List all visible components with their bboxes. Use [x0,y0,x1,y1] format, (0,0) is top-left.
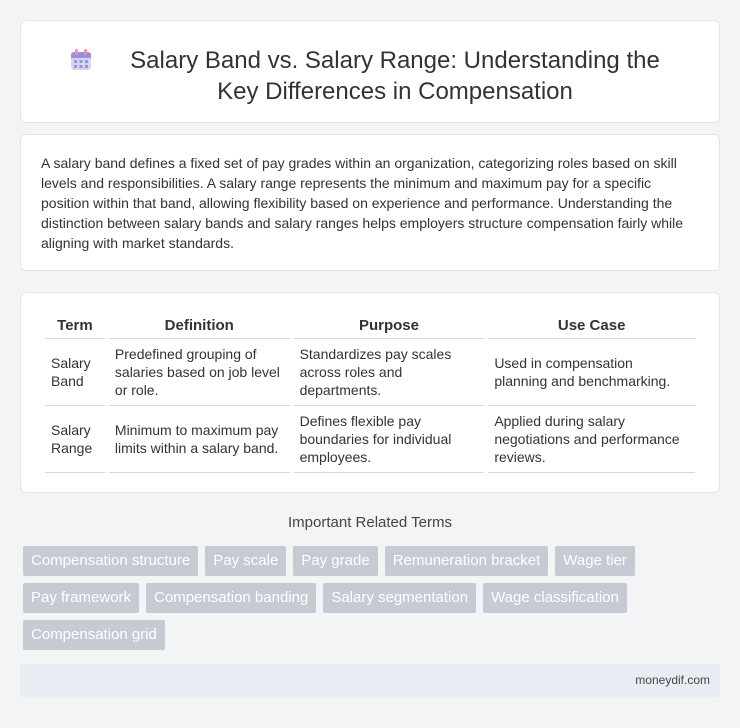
cell-definition: Minimum to maximum pay limits within a salary band. [109,406,290,473]
footer-site-link[interactable]: moneydif.com [635,673,710,687]
comparison-table [41,315,699,473]
related-terms-list [23,546,703,650]
cell-use-case: Used in compensation planning and benchmarking. [488,339,695,406]
table-header-row [45,315,695,339]
header-definition: Definition [109,315,290,339]
header-term: Term [45,315,105,339]
tag-compensation-grid[interactable]: Compensation grid [23,620,165,650]
tag-wage-classification[interactable]: Wage classification [483,583,627,613]
intro-paragraph: A salary band defines a fixed set of pay grades within an organization, categorizing roles based on skill levels and responsibilities. A salary range represents the minimum and maximum pay for a specific position within that band, allowing flexibility based on experience and performance. Understanding the distinction between salary bands and salary ranges helps employers structure compensation fairly while aligning with market standards. [41,155,683,251]
tag-remuneration-bracket[interactable]: Remuneration bracket [385,546,549,576]
cell-term: Salary Band [45,339,105,406]
header-purpose: Purpose [294,315,485,339]
intro-card [20,134,720,271]
cell-definition: Predefined grouping of salaries based on job level or role. [109,339,290,406]
tag-pay-scale[interactable]: Pay scale [205,546,286,576]
cell-purpose: Defines flexible pay boundaries for individual employees. [294,406,485,473]
table-row [45,406,695,473]
page-title: Salary Band vs. Salary Range: Understanding the Key Differences in Compensation [130,47,660,105]
tag-pay-framework[interactable]: Pay framework [23,583,139,613]
cell-purpose: Standardizes pay scales across roles and departments. [294,339,485,406]
tag-wage-tier[interactable]: Wage tier [555,546,635,576]
header-use-case: Use Case [488,315,695,339]
footer [20,664,720,697]
cell-term: Salary Range [45,406,105,473]
title-card [20,20,720,123]
tag-compensation-banding[interactable]: Compensation banding [146,583,316,613]
related-terms-title: Important Related Terms [288,514,452,531]
table-row [45,339,695,406]
comparison-card [20,292,720,493]
cell-use-case: Applied during salary negotiations and performance reviews. [488,406,695,473]
tag-salary-segmentation[interactable]: Salary segmentation [323,583,476,613]
tag-compensation-structure[interactable]: Compensation structure [23,546,198,576]
tag-pay-grade[interactable]: Pay grade [293,546,377,576]
